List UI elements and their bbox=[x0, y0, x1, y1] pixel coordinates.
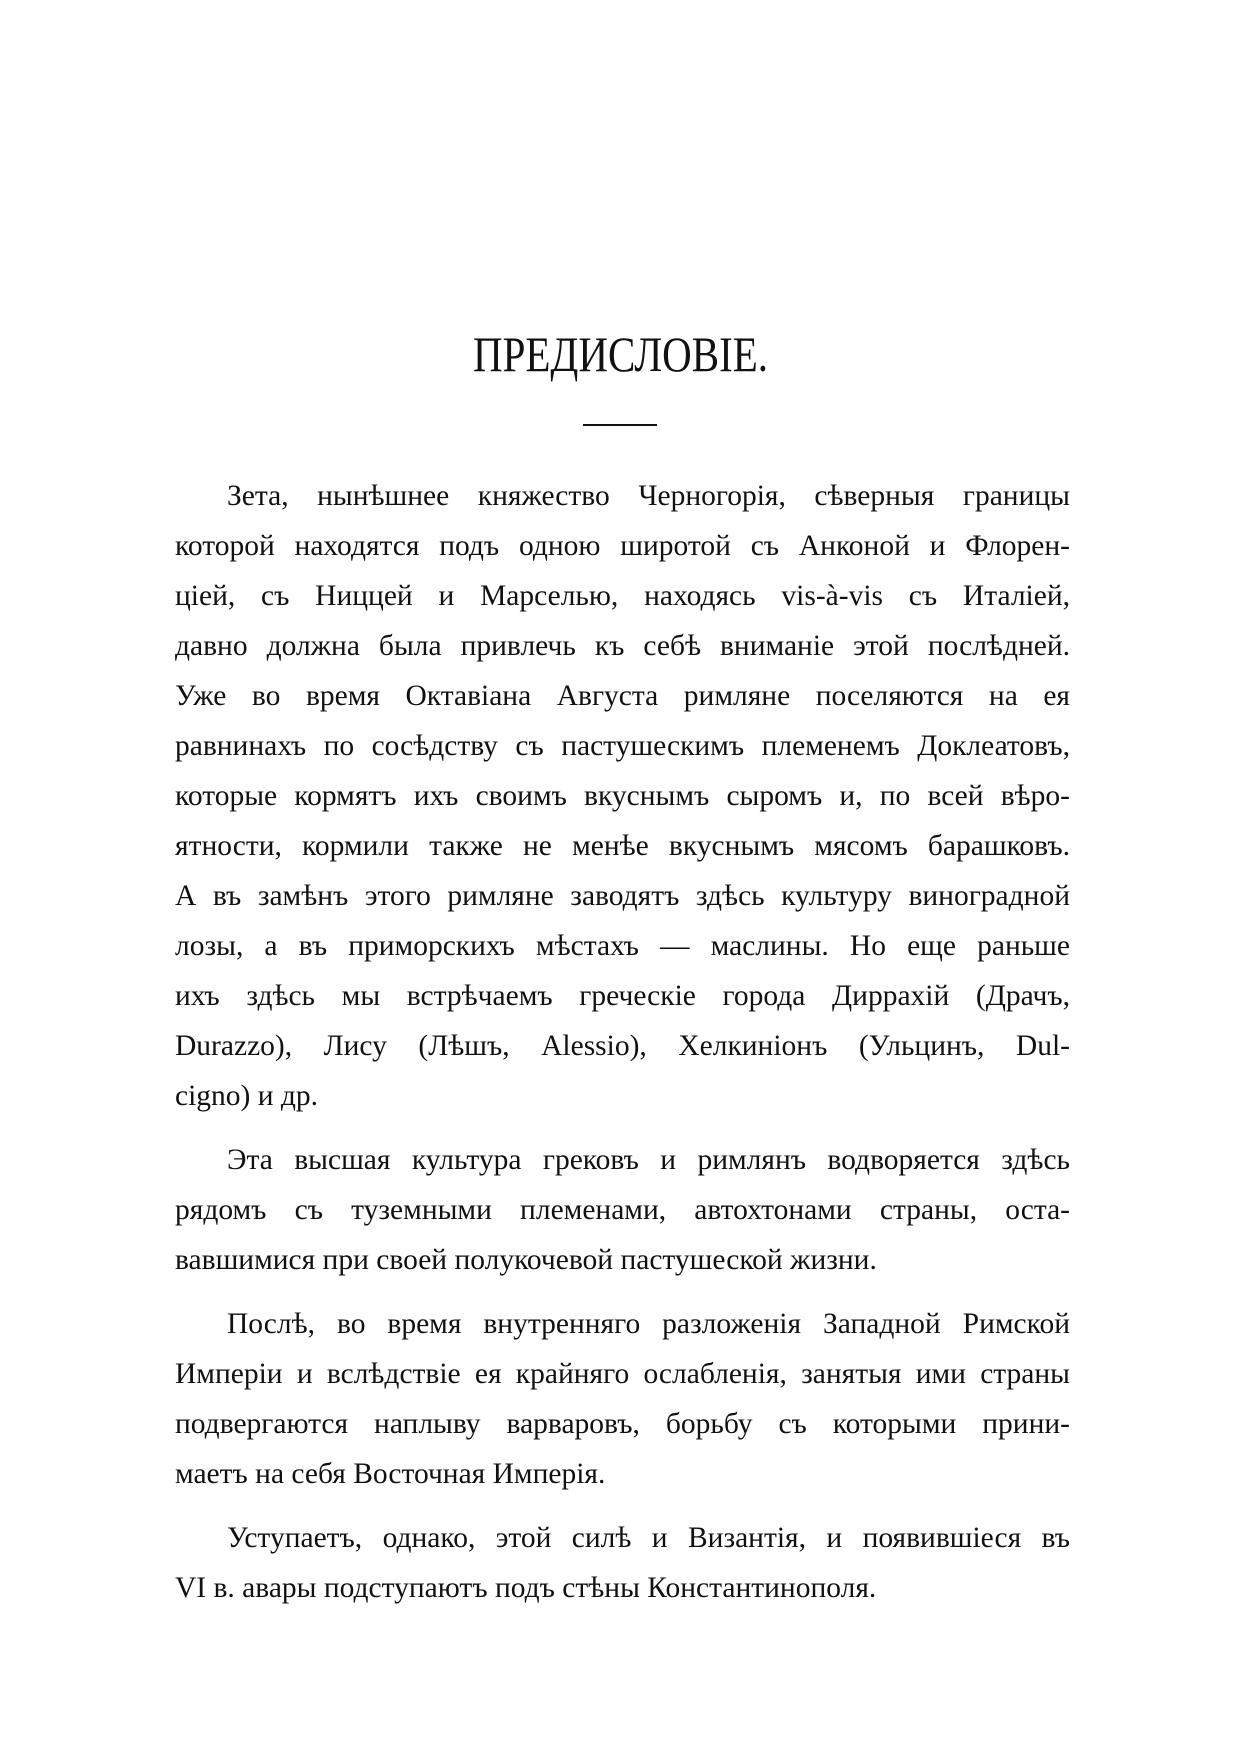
paragraph bbox=[175, 471, 1070, 1121]
text-line: подвергаются наплыву варваровъ, борьбу съ которыми прини- bbox=[175, 1408, 1070, 1440]
paragraph bbox=[175, 1135, 1070, 1285]
paragraph bbox=[175, 1299, 1070, 1499]
paragraph bbox=[175, 1513, 1070, 1613]
text-line: ціей, съ Ниццей и Марселью, находясь vis-à-vis съ Италіей, bbox=[175, 580, 1070, 612]
text-line: Уже во время Октавіана Августа римляне поселяются на ея bbox=[175, 680, 1070, 712]
text-line: ихъ здѣсь мы встрѣчаемъ греческіе города Диррахій (Драчъ, bbox=[175, 980, 1070, 1012]
text-line: вавшимися при своей полукочевой пастушеской жизни. bbox=[175, 1244, 877, 1276]
text-line: Имперіи и вслѣдствіе ея крайняго ослабленія, занятыя ими страны bbox=[175, 1358, 1070, 1390]
text-line: лозы, а въ приморскихъ мѣстахъ — маслины. Но еще раньше bbox=[175, 930, 1070, 962]
page-title: ПРЕДИСЛОВІЕ. bbox=[472, 326, 769, 382]
text-line: ятности, кормили также не менѣе вкуснымъ мясомъ барашковъ. bbox=[175, 830, 1070, 862]
text-line: равнинахъ по сосѣдству съ пастушескимъ племенемъ Доклеатовъ, bbox=[175, 730, 1070, 762]
text-line: маетъ на себя Восточная Имперія. bbox=[175, 1458, 606, 1490]
text-line: которые кормятъ ихъ своимъ вкуснымъ сыромъ и, по всей вѣро- bbox=[175, 780, 1070, 812]
title-rule bbox=[583, 424, 657, 426]
text-line: давно должна была привлечь къ себѣ вниманіе этой послѣдней. bbox=[175, 630, 1070, 662]
text-line: Послѣ, во время внутренняго разложенія Западной Римской bbox=[227, 1308, 1070, 1340]
text-line: Зета, нынѣшнее княжество Черногорія, сѣверныя границы bbox=[227, 480, 1070, 512]
text-line: VI в. авары подступаютъ подъ стѣны Константинополя. bbox=[175, 1572, 877, 1604]
text-line: cigno) и др. bbox=[175, 1080, 319, 1112]
text-line: Уступаетъ, однако, этой силѣ и Византія, и появившіеся въ bbox=[227, 1522, 1070, 1554]
text-line: Эта высшая культура грековъ и римлянъ водворяется здѣсь bbox=[227, 1144, 1070, 1176]
text-line: Durazzo), Лису (Лѣшъ, Alessio), Хелкиніонъ (Ульцинъ, Dul- bbox=[175, 1030, 1070, 1062]
text-line: рядомъ съ туземными племенами, автохтонами страны, оста- bbox=[175, 1194, 1070, 1226]
page-body bbox=[175, 471, 1070, 1613]
text-line: которой находятся подъ одною широтой съ Анконой и Флорен- bbox=[175, 530, 1070, 562]
text-line: А въ замѣнъ этого римляне заводятъ здѣсь культуру виноградной bbox=[175, 880, 1070, 912]
